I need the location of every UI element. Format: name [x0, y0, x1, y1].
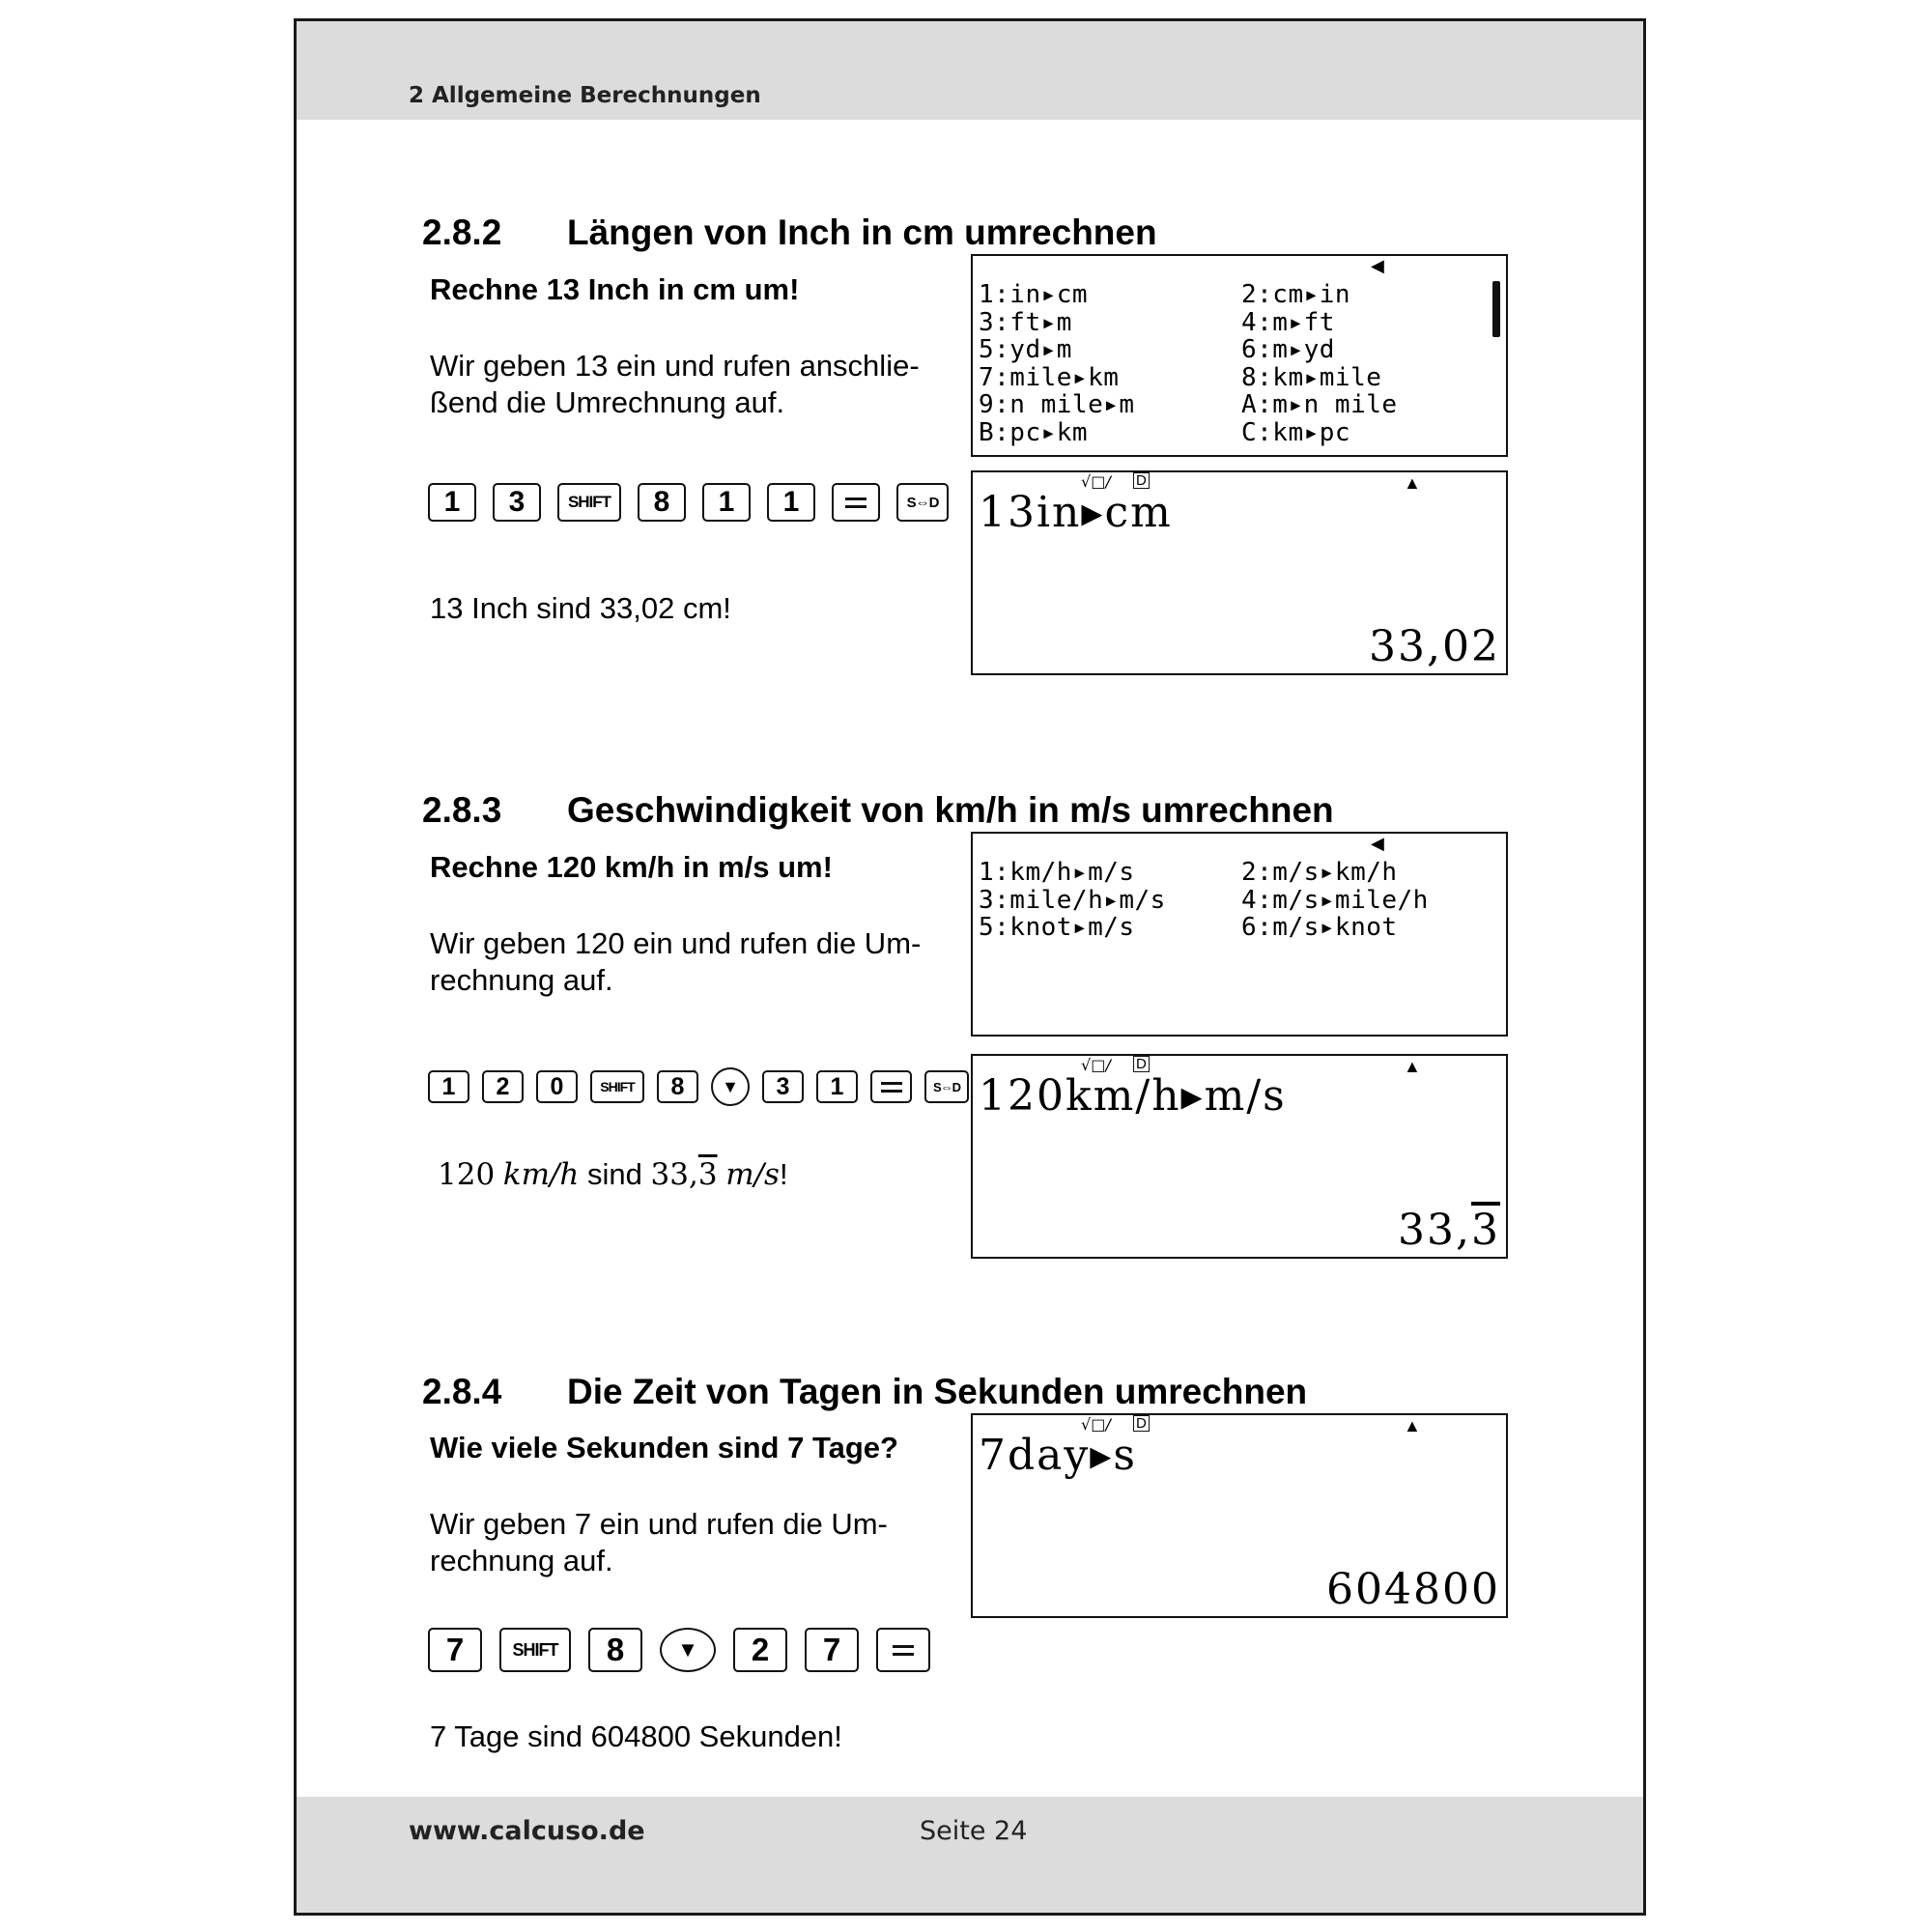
document-page: [294, 18, 1646, 1916]
key-sequence: [428, 1628, 948, 1672]
left-arrow-icon: ◀: [1371, 834, 1384, 853]
result-text: 13 Inch sind 33,02 cm!: [430, 591, 731, 625]
instruction-text: [430, 348, 971, 421]
menu-item: 4:m▸ft: [1241, 307, 1335, 337]
key-down-arrow: ▼: [660, 1628, 716, 1672]
key-7: 7: [428, 1628, 482, 1672]
equals-icon: [881, 1082, 902, 1093]
section-title: Die Zeit von Tagen in Sekunden umrechnen: [567, 1372, 1308, 1411]
section-title: Längen von Inch in cm umrechnen: [567, 213, 1157, 252]
key-1: 1: [767, 483, 815, 522]
menu-item: 3:mile/h▸m/s: [979, 885, 1166, 915]
key-1: 1: [702, 483, 751, 522]
menu-item: 8:km▸mile: [1241, 362, 1382, 392]
section-number: 2.8.4: [422, 1372, 502, 1411]
math-mode-indicator: √□/: [1081, 1415, 1111, 1434]
key-shift: SHIFT: [557, 483, 621, 522]
menu-item: 5:knot▸m/s: [979, 913, 1135, 942]
up-arrow-icon: ▲: [1404, 473, 1421, 493]
page-number: Seite 24: [920, 1816, 1028, 1846]
menu-row: [979, 887, 1429, 915]
left-arrow-icon: ◀: [1371, 256, 1384, 275]
up-arrow-icon: ▲: [1404, 1416, 1421, 1435]
key-equals: [876, 1628, 930, 1672]
menu-item: 7:mile▸km: [979, 362, 1120, 392]
key-7: 7: [805, 1628, 859, 1672]
key-2: 2: [733, 1628, 787, 1672]
key-8: 8: [638, 483, 686, 522]
math-mode-indicator: √□/: [1081, 1056, 1111, 1074]
key-equals: [832, 483, 880, 522]
instruction-line: rechnung auf.: [430, 1544, 613, 1577]
key-1: 1: [428, 483, 476, 522]
display-answer: [1398, 1206, 1500, 1255]
answer-repeating-digit: 3: [1471, 1206, 1500, 1255]
instruction-line: Wir geben 7 ein und rufen die Um-: [430, 1507, 888, 1541]
menu-item: 6:m▸yd: [1241, 335, 1335, 364]
calculator-menu-display: [971, 832, 1508, 1037]
menu-row: [979, 391, 1398, 419]
instruction-text: [430, 925, 971, 999]
display-expression: 120km/h▸m/s: [979, 1071, 1287, 1121]
menu-row: [979, 336, 1398, 364]
result-text: 7 Tage sind 604800 Sekunden!: [430, 1719, 842, 1753]
degree-indicator: D: [1133, 1056, 1150, 1072]
key-sequence: [428, 1067, 981, 1106]
menu-item: A:m▸n mile: [1241, 390, 1398, 419]
menu-row: [979, 364, 1398, 392]
up-arrow-icon: ▲: [1404, 1057, 1421, 1076]
instruction-text: [430, 1506, 971, 1579]
menu-row: [979, 419, 1398, 447]
conversion-menu: [979, 281, 1398, 446]
key-s-d: S⇔D: [924, 1070, 969, 1103]
scrollbar: [1492, 281, 1500, 337]
result-text: [438, 1157, 788, 1192]
result-unit: m/s: [725, 1157, 780, 1192]
display-expression: 13in▸cm: [979, 488, 1173, 537]
task-heading: Rechne 120 km/h in m/s um!: [430, 850, 833, 884]
degree-indicator: D: [1133, 1415, 1150, 1432]
menu-row: [979, 859, 1429, 887]
result-punctuation: !: [779, 1157, 788, 1191]
calculator-display: [971, 1054, 1508, 1259]
result-value: 33,: [650, 1157, 698, 1192]
display-expression: 7day▸s: [979, 1431, 1137, 1480]
result-number: 120: [438, 1157, 496, 1192]
key-1: 1: [816, 1070, 858, 1103]
menu-row: [979, 914, 1429, 942]
task-heading: Wie viele Sekunden sind 7 Tage?: [430, 1431, 898, 1464]
chapter-title: 2 Allgemeine Berechnungen: [409, 83, 761, 108]
menu-item: B:pc▸km: [979, 417, 1089, 447]
answer-integer: 33,: [1398, 1206, 1471, 1255]
key-down-arrow: ▼: [711, 1067, 750, 1106]
key-0: 0: [536, 1070, 578, 1103]
math-mode-indicator: √□/: [1081, 472, 1111, 491]
key-shift: SHIFT: [590, 1070, 644, 1103]
calculator-display: [971, 470, 1508, 675]
page-header: [297, 21, 1643, 120]
conversion-menu: [979, 859, 1429, 942]
menu-item: 9:n mile▸m: [979, 390, 1135, 419]
degree-indicator: D: [1133, 472, 1150, 489]
menu-item: 3:ft▸m: [979, 307, 1072, 337]
key-1: 1: [428, 1070, 469, 1103]
task-heading: Rechne 13 Inch in cm um!: [430, 272, 800, 306]
menu-item: C:km▸pc: [1241, 417, 1351, 447]
result-word: sind: [587, 1157, 642, 1191]
menu-item: 2:m/s▸km/h: [1241, 858, 1398, 887]
calculator-menu-display: [971, 254, 1508, 457]
menu-item: 2:cm▸in: [1241, 280, 1351, 309]
menu-item: 1:in▸cm: [979, 280, 1089, 309]
result-repeating-digit: 3: [697, 1157, 718, 1192]
menu-row: [979, 281, 1398, 309]
page-footer: [297, 1797, 1643, 1913]
key-2: 2: [482, 1070, 524, 1103]
key-shift: SHIFT: [499, 1628, 571, 1672]
instruction-line: Wir geben 120 ein und rufen die Um-: [430, 926, 922, 960]
footer-url: www.calcuso.de: [409, 1816, 645, 1846]
key-8: 8: [588, 1628, 642, 1672]
key-equals: [870, 1070, 912, 1103]
section-number: 2.8.2: [422, 213, 502, 252]
display-answer: 33,02: [1369, 622, 1500, 671]
section-title: Geschwindigkeit von km/h in m/s umrechnen: [567, 790, 1334, 830]
menu-row: [979, 309, 1398, 337]
key-8: 8: [657, 1070, 698, 1103]
menu-item: 6:m/s▸knot: [1241, 913, 1398, 942]
menu-item: 1:km/h▸m/s: [979, 858, 1135, 887]
instruction-line: ßend die Umrechnung auf.: [430, 385, 785, 419]
key-s-d: S⇔D: [896, 483, 949, 522]
instruction-line: Wir geben 13 ein und rufen anschlie-: [430, 349, 920, 383]
key-3: 3: [493, 483, 541, 522]
display-answer: 604800: [1326, 1565, 1500, 1614]
section-number: 2.8.3: [422, 790, 502, 830]
result-unit: km/h: [502, 1157, 580, 1192]
menu-item: 5:yd▸m: [979, 335, 1072, 364]
key-3: 3: [762, 1070, 804, 1103]
equals-icon: [893, 1645, 914, 1656]
menu-item: 4:m/s▸mile/h: [1241, 885, 1429, 915]
key-sequence: [428, 483, 965, 522]
instruction-line: rechnung auf.: [430, 963, 613, 997]
equals-icon: [845, 497, 867, 508]
calculator-display: [971, 1413, 1508, 1618]
